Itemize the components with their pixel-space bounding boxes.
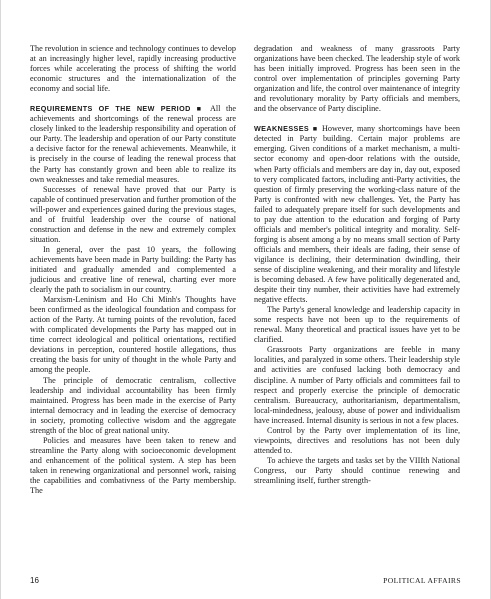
paragraph: The revolution in science and technology continues to develop at an increasingly higher level, rapidly increasing productive forces while accelerating the process of shifting the world economic structures and the internationalization of the economy and social life. (30, 44, 236, 94)
paragraph: Marxism-Leninism and Ho Chi Minh's Thoughts have been confirmed as the ideological foundation and compass for action of the Party. At turning points of the revolution, faced with complicated developments the Party has mapped out in time correct ideological and political orientations, rectified deviations in perception, countered hostile allegations, thus creating the basis for unity of thought in the whole Party and among the people. (30, 295, 236, 375)
paragraph: To achieve the targets and tasks set by the VIIIth National Congress, our Party should continue renewing and streamlining itself, further strength- (254, 455, 460, 485)
right-column (254, 44, 460, 486)
paragraph: Policies and measures have been taken to renew and streamline the Party along with socioeconomic development and enhancement of the political system. A step has been taken in renewing organizational and personnel work, raising the capabilities and combativness of the Party membership. The (30, 435, 236, 496)
paragraph: The Party's general knowledge and leadership capacity in some respects have not been up to the requirements of renewal. Many theoretical and practical issues have yet to be clarified. (254, 305, 460, 345)
section-requirements (30, 104, 236, 184)
paragraph: In general, over the past 10 years, the following achievements have been made in Party building: the Party has initiated and gradually amended and complemented a judicious and creative line of renewal, charting ever more clearly the path to socialism in our country. (30, 244, 236, 295)
paragraph: degradation and weakness of many grassroots Party organizations have been checked. The leadership style of work has been initially improved. Progress has been seen in the control over implementation of principles governing Party organization and life, the control over maintenance of integrity and revolutionary morality by Party officials and members, and the observance of Party discipline. (254, 44, 460, 114)
section-text: However, many shortcomings have been detected in Party building. Certain major problems are emerging. Given conditions of a market mechanism, a multi-sector economy and open-door relations with the outside, when Party officials and members are day in, day out, exposed to very complicated factors, including anti-Party activities, the question of firmly preserving the working-class nature of the Party is confronted with new challenges. Yet, the Party has failed to adequately prepare itself for such developments and to pay due attention to the education and forging of Party officials and member's political integrity and morality. Self-forging is absent among a by no means small section of Party officials and members, their ideals are fading, their sense of vigilance is declining, their determination dwindling, their sense of discipline weakening, and their morality and lifestyle is becoming debased. A few have politically degenerated and, despite their tiny number, their activities have had extremely negative effects. (254, 124, 460, 305)
section-heading: REQUIREMENTS OF THE NEW PERIOD ■ (30, 104, 205, 114)
paragraph: Grassroots Party organizations are feeble in many localities, and paralyzed in some others. Their leadership style and activities are confused lacking both democracy and discipline. A number of Party officials and committees fail to respect and properly exercise the principle of democratic centralism. Bureaucracy, authoritarianism, departmentalism, local-mindedness, jealousy, abuse of power and individualism have increased. Internal disunity is serious in not a few places. (254, 345, 460, 425)
paragraph: Successes of renewal have proved that our Party is capable of continued preservation and further promotion of the will-power and experiences gained during the previous stages, and of fruitful leadership over the course of national construction and defense in the new and extremely complex situation. (30, 184, 236, 244)
page-number: 16 (30, 576, 39, 585)
publication-name: POLITICAL AFFAIRS (383, 576, 461, 585)
section-text: All the achievements and shortcomings of the renewal process are closely linked to the leadership responsibility and operation of our Party. The leadership and operation of our Party constitute a decisive factor for the renewal achievements. Meanwhile, it is precisely in the course of leading the renewal process that the Party has constantly grown and been able to realize its own weaknesses and take remedial measures. (30, 104, 236, 184)
left-column (30, 44, 236, 496)
paragraph: Control by the Party over implementation of its line, viewpoints, directives and resolutions has not been duly attended to. (254, 425, 460, 455)
section-weaknesses (254, 124, 460, 305)
section-heading: WEAKNESSES ■ (254, 124, 319, 134)
paragraph: The principle of democratic centralism, collective leadership and individual accountability has been firmly maintained. Progress has been made in the exercise of Party internal democracy and in leading the exercise of democracy in society, promoting collective wisdom and the aggregate strength of the bloc of great national unity. (30, 375, 236, 435)
